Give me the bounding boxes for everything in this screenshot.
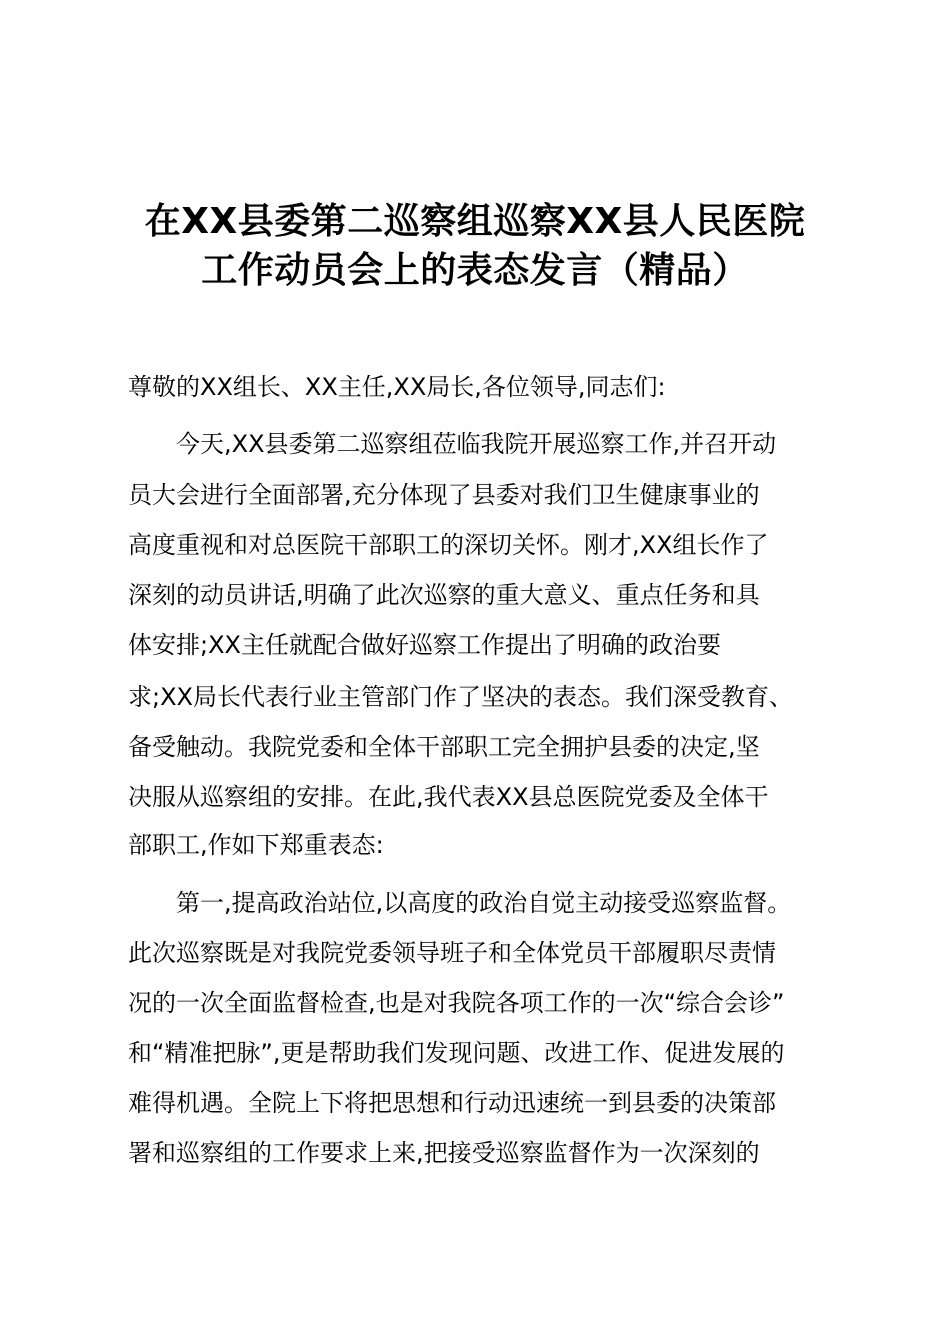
salutation: 尊敬的XX组长、XX主任,XX局长,各位领导,同志们: (128, 373, 666, 401)
title-line-1: 在XX县委第二巡察组巡察XX县人民医院 (144, 201, 806, 242)
paragraph-2-line: 第一,提高政治站位,以高度的政治自觉主动接受巡察监督。 (176, 889, 792, 917)
paragraph-1-line: 备受触动。我院党委和全体干部职工完全拥护县委的决定,坚 (128, 733, 760, 761)
paragraph-2-line: 署和巡察组的工作要求上来,把接受巡察监督作为一次深刻的 (128, 1139, 760, 1167)
paragraph-1-line: 员大会进行全面部署,充分体现了县委对我们卫生健康事业的 (128, 481, 760, 509)
paragraph-1-line: 部职工,作如下郑重表态: (128, 831, 384, 859)
paragraph-2-line: 况的一次全面监督检查,也是对我院各项工作的一次“综合会诊” (128, 989, 785, 1017)
paragraph-2-line: 和“精准把脉”,更是帮助我们发现问题、改进工作、促进发展的 (128, 1039, 785, 1067)
paragraph-1-line: 深刻的动员讲话,明确了此次巡察的重大意义、重点任务和具 (128, 581, 760, 609)
paragraph-1-line: 体安排;XX主任就配合做好巡察工作提出了明确的政治要 (128, 631, 721, 659)
title-line-2: 工作动员会上的表态发言（精品） (201, 250, 749, 291)
paragraph-1-line: 今天,XX县委第二巡察组莅临我院开展巡察工作,并召开动 (176, 430, 777, 458)
paragraph-1-line: 高度重视和对总医院干部职工的深切关怀。刚才,XX组长作了 (128, 531, 769, 559)
paragraph-1-line: 求;XX局长代表行业主管部门作了坚决的表态。我们深受教育、 (128, 683, 793, 711)
paragraph-2-line: 此次巡察既是对我院党委领导班子和全体党员干部履职尽责情 (128, 939, 776, 967)
paragraph-1-line: 决服从巡察组的安排。在此,我代表XX县总医院党委及全体干 (128, 783, 769, 811)
paragraph-2-line: 难得机遇。全院上下将把思想和行动迅速统一到县委的决策部 (128, 1089, 776, 1117)
